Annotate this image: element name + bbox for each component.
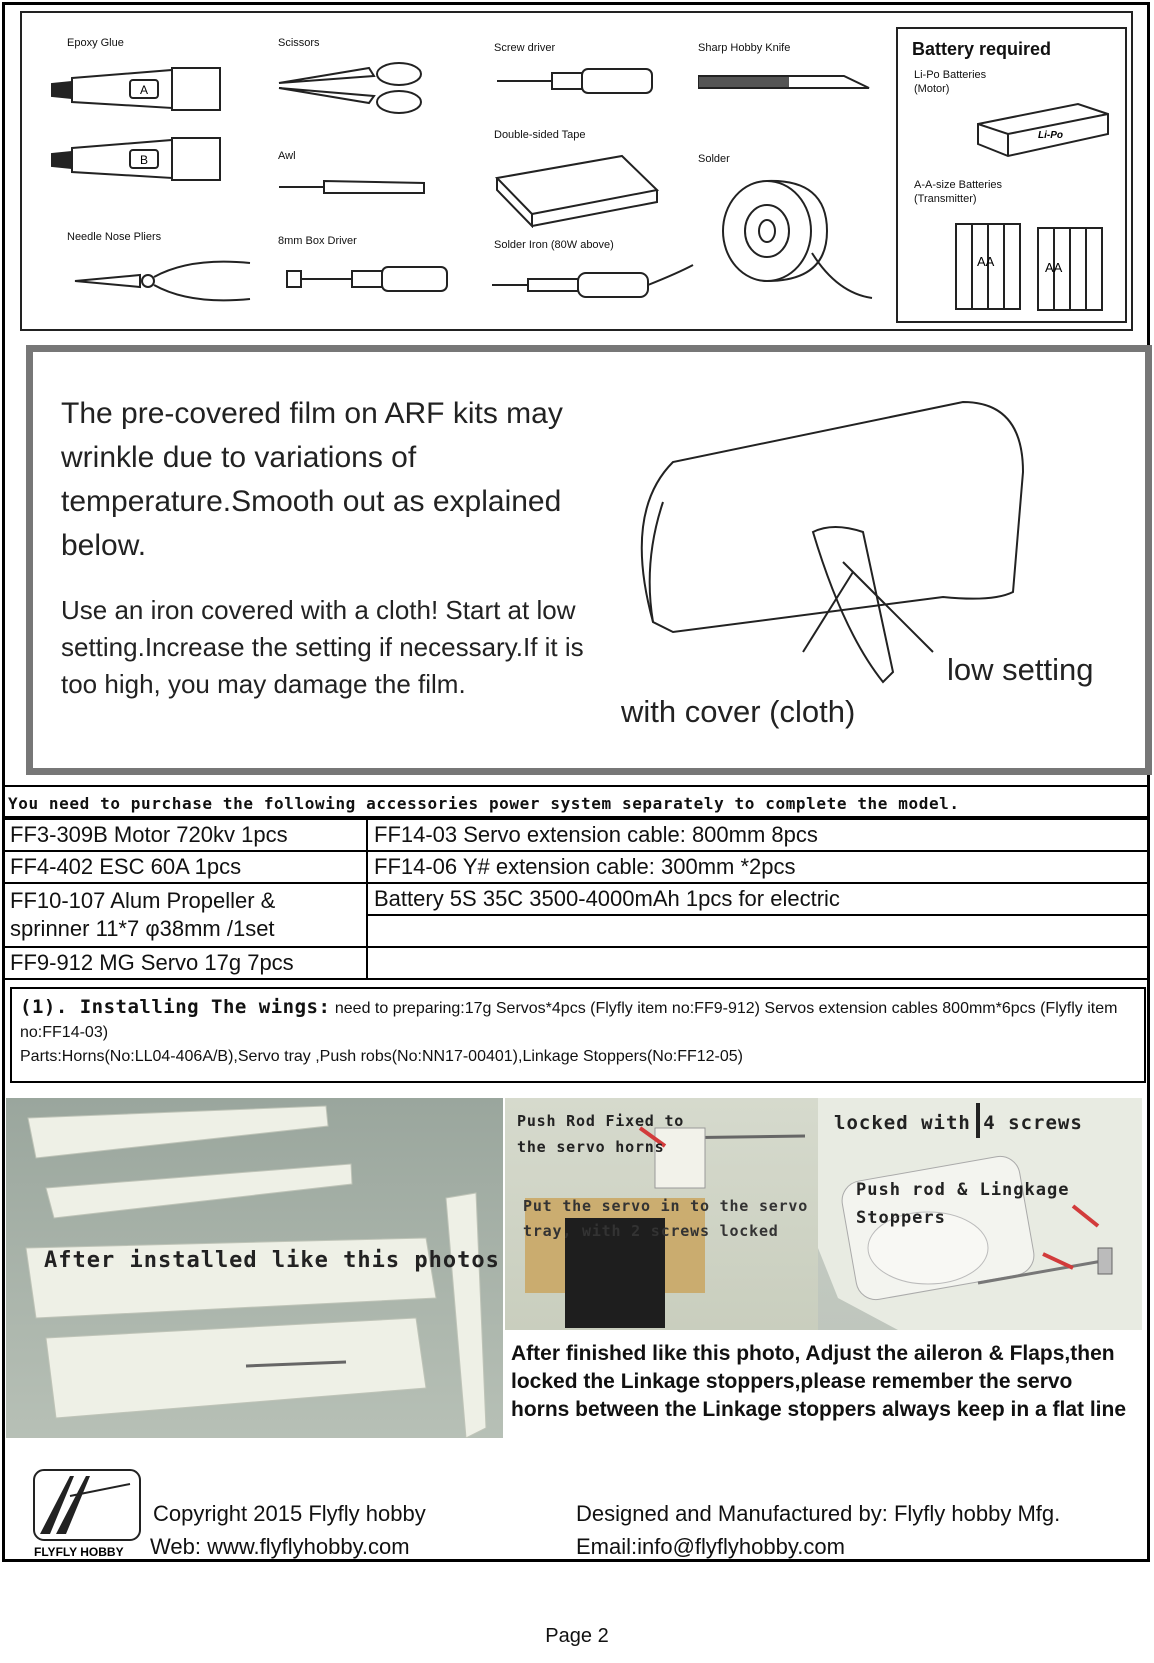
tube-a-label: A <box>140 83 149 97</box>
lipo-mark: Li-Po <box>1038 130 1063 141</box>
battery-required-box <box>896 27 1127 323</box>
aa-mark-2: AA <box>1045 260 1063 275</box>
servo-tray-photo <box>505 1098 818 1330</box>
installing-wings-box <box>10 987 1146 1083</box>
lipo-label: Li-Po Batteries <box>914 69 987 81</box>
table-cell: FF14-03 Servo extension cable: 800mm 8pcs <box>367 819 1149 851</box>
aa-label: A-A-size Batteries <box>914 179 1003 191</box>
tool-label-awl: Awl <box>278 150 296 162</box>
accessories-heading: You need to purchase the following accessories power system separately to complete the model. <box>2 785 1150 818</box>
solder-iron-icon <box>488 263 698 303</box>
wings-photo <box>6 1098 503 1438</box>
table-cell <box>367 915 1149 947</box>
tools-panel <box>20 11 1133 331</box>
tool-label-screwdriver: Screw driver <box>494 42 556 54</box>
copyright-text: Copyright 2015 Flyfly hobby <box>153 1501 426 1526</box>
tape-icon <box>492 148 662 228</box>
tube-b-label: B <box>140 153 149 167</box>
with-cover-label: with cover (cloth) <box>621 694 856 729</box>
tool-label-knife: Sharp Hobby Knife <box>698 42 791 54</box>
tool-label-scissors: Scissors <box>278 37 320 49</box>
notice-paragraph-2: Use an iron covered with a cloth! Start at low setting.Increase the setting if necessary.If it is too high, you may damage the film. <box>61 595 584 699</box>
aa-mark-1: AA <box>977 254 995 269</box>
after-finished-text: After finished like this photo, Adjust the aileron & Flaps,then locked the Linkage stoppers,please remember the servo horns between the Linkage stoppers always keep in a flat line <box>511 1342 1127 1421</box>
lipo-sub-label: (Motor) <box>914 83 950 95</box>
wings-title: (1). Installing The wings: <box>20 996 331 1018</box>
aa-sub-label: (Transmitter) <box>914 193 977 205</box>
push-rod-fixed-label: Push Rod Fixed to the servo horns <box>517 1112 685 1156</box>
epoxy-tubes-icon <box>42 58 242 198</box>
tool-label-box-driver: 8mm Box Driver <box>278 235 357 247</box>
after-installed-label: After installed like this photos <box>44 1248 500 1273</box>
tool-label-solder-iron: Solder Iron (80W above) <box>494 239 614 251</box>
accessories-grid <box>2 818 1150 980</box>
table-cell: FF14-06 Y# extension cable: 300mm *2pcs <box>367 851 1149 883</box>
tool-label-epoxy: Epoxy Glue <box>67 37 124 49</box>
page-number: Page 2 <box>545 1625 609 1647</box>
push-rod-stoppers-label: Push rod & Lingkage Stoppers <box>856 1180 1070 1228</box>
table-cell: FF9-912 MG Servo 17g 7pcs <box>3 947 367 979</box>
table-cell: FF10-107 Alum Propeller & sprinner 11*7 φ38mm /1set <box>3 883 367 947</box>
knife-icon <box>694 68 874 98</box>
table-cell: FF4-402 ESC 60A 1pcs <box>3 851 367 883</box>
aa-batteries-icon <box>952 214 1122 314</box>
web-link[interactable]: Web: www.flyflyhobby.com <box>150 1534 410 1559</box>
box-driver-icon <box>282 263 452 297</box>
awl-icon <box>274 173 434 203</box>
notice-paragraph-1: The pre-covered film on ARF kits may wrinkle due to variations of temperature.Smooth out as explained below. <box>61 397 563 562</box>
put-servo-label: Put the servo in to the servo tray, with 2 screws locked <box>523 1197 809 1240</box>
tool-label-solder: Solder <box>698 153 730 165</box>
tool-label-tape: Double-sided Tape <box>494 129 586 141</box>
logo-text: FLYFLY HOBBY <box>34 1545 124 1559</box>
flyfly-logo <box>30 1468 142 1560</box>
tool-label-pliers: Needle Nose Pliers <box>67 231 162 243</box>
accessories-table <box>2 785 1150 980</box>
table-row <box>3 883 1149 915</box>
designed-by-text: Designed and Manufactured by: Flyfly hobby Mfg. <box>576 1501 1061 1526</box>
table-cell: FF3-309B Motor 720kv 1pcs <box>3 819 367 851</box>
table-row <box>3 851 1149 883</box>
table-row <box>3 947 1149 979</box>
screwdriver-icon <box>492 63 662 103</box>
table-row <box>3 819 1149 851</box>
locked-screws-label: locked with 4 screws <box>834 1112 1083 1134</box>
wings-text-2: Parts:Horns(No:LL04-406A/B),Servo tray ,Push robs(No:NN17-00401),Linkage Stoppers(No:FF12-05) <box>20 1048 743 1065</box>
lipo-battery-icon <box>968 94 1118 164</box>
scissors-icon <box>274 58 434 118</box>
low-setting-label: low setting <box>947 652 1094 687</box>
solder-spool-icon <box>717 173 877 303</box>
pliers-icon <box>70 253 260 313</box>
table-cell: Battery 5S 35C 3500-4000mAh 1pcs for electric <box>367 883 1149 915</box>
linkage-photo <box>818 1098 1142 1330</box>
table-cell <box>367 947 1149 979</box>
iron-wing-illustration <box>613 392 1053 692</box>
email-link[interactable]: Email:info@flyflyhobby.com <box>576 1534 845 1559</box>
film-notice <box>26 345 1152 775</box>
wings-text-1: need to preparing:17g Servos*4pcs (Flyfly item no:FF9-912) Servos extension cables 800mm*6pcs (Flyfly item no:FF14-03) <box>20 1000 1118 1041</box>
battery-title: Battery required <box>912 39 1052 59</box>
